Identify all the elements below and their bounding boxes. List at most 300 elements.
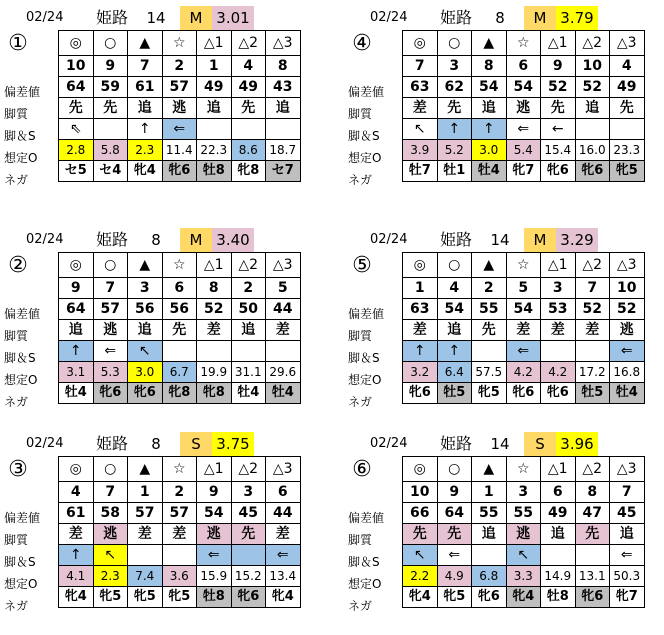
row-label: 脚質 [348, 329, 373, 343]
deviation-cell: 52 [575, 77, 610, 98]
sex-age-cell: セ5 [59, 161, 94, 182]
horse-number-cell: 9 [541, 56, 576, 77]
horse-number-cell: 6 [266, 482, 301, 503]
pace-arrow-cell: ⇐ [93, 341, 128, 362]
table-row [59, 383, 301, 404]
odds-cell: 17.2 [575, 362, 610, 383]
race-panel-2 [346, 6, 656, 206]
sex-age-cell: 牝4 [266, 587, 301, 608]
sex-age-cell: 牝6 [472, 587, 507, 608]
mark-cell: ☆ [506, 457, 541, 482]
mark-cell: ○ [93, 31, 128, 56]
odds-cell: 3.0 [472, 140, 507, 161]
pace-arrow-cell: ↑ [437, 119, 472, 140]
sex-age-cell: 牝5 [437, 587, 472, 608]
odds-cell: 6.4 [437, 362, 472, 383]
sex-age-cell: 牡8 [541, 587, 576, 608]
running-style-cell: 差 [506, 320, 541, 341]
running-style-cell: 追 [231, 320, 266, 341]
mark-cell: ☆ [162, 253, 197, 278]
pace-arrow-cell: ↑ [59, 341, 94, 362]
mark-cell: ☆ [162, 457, 197, 482]
table-row [59, 482, 301, 503]
row-label: 脚＆S [4, 351, 36, 365]
race-number: ① [8, 31, 28, 56]
table-row [59, 299, 301, 320]
odds-cell: 23.3 [610, 140, 645, 161]
horse-number-cell: 7 [575, 278, 610, 299]
table-row [59, 161, 301, 182]
odds-cell: 16.8 [610, 362, 645, 383]
sex-age-cell: 牝4 [128, 161, 163, 182]
running-style-cell: 先 [231, 524, 266, 545]
deviation-cell: 57 [162, 77, 197, 98]
deviation-cell: 62 [437, 77, 472, 98]
table-row [403, 299, 645, 320]
table-row [59, 545, 301, 566]
race-date: 02/24 [370, 436, 408, 451]
deviation-cell: 52 [575, 299, 610, 320]
mark-cell: △2 [575, 253, 610, 278]
mark-cell: ○ [93, 253, 128, 278]
row-label: ネガ [348, 173, 373, 187]
race-header [2, 228, 312, 252]
deviation-cell: 44 [266, 503, 301, 524]
horse-number-cell: 4 [59, 482, 94, 503]
odds-cell: 19.9 [197, 362, 232, 383]
deviation-cell: 49 [197, 77, 232, 98]
mark-cell: ☆ [506, 31, 541, 56]
pace-arrow-cell [93, 119, 128, 140]
sex-age-cell: 牝6 [506, 383, 541, 404]
deviation-cell: 64 [437, 503, 472, 524]
horse-number-cell: 8 [197, 278, 232, 299]
prediction-table [58, 30, 301, 182]
pace-arrow-cell [472, 545, 507, 566]
row-label: 脚＆S [348, 129, 380, 143]
running-style-cell: 先 [231, 98, 266, 119]
row-label: 偏差値 [348, 511, 385, 525]
mark-cell: ◎ [403, 457, 438, 482]
row-label: ネガ [348, 599, 373, 613]
deviation-cell: 61 [59, 503, 94, 524]
pace-arrow-cell [575, 341, 610, 362]
table-row [59, 140, 301, 161]
running-style-cell: 追 [472, 98, 507, 119]
odds-cell: 3.2 [403, 362, 438, 383]
sex-age-cell: 牝5 [93, 587, 128, 608]
race-date: 02/24 [26, 436, 64, 451]
odds-cell: 8.6 [231, 140, 266, 161]
sex-age-cell: 牝6 [93, 383, 128, 404]
row-label: 脚＆S [4, 129, 36, 143]
prediction-table [58, 252, 301, 404]
pace-arrow-cell: ↑ [472, 119, 507, 140]
odds-cell: 2.3 [128, 140, 163, 161]
odds-cell: 2.2 [403, 566, 438, 587]
mark-cell: ▲ [128, 31, 163, 56]
table-row [403, 253, 645, 278]
odds-cell: 18.7 [266, 140, 301, 161]
sex-age-cell: 牡1 [437, 161, 472, 182]
table-row [403, 587, 645, 608]
horse-number-cell: 1 [197, 56, 232, 77]
mark-cell: ▲ [128, 457, 163, 482]
horse-number-cell: 3 [231, 482, 266, 503]
deviation-cell: 55 [472, 299, 507, 320]
mark-cell: △2 [575, 31, 610, 56]
race-score: 3.79 [556, 6, 598, 30]
mark-cell: ○ [93, 457, 128, 482]
odds-cell: 3.9 [403, 140, 438, 161]
sex-age-cell: 牡5 [437, 383, 472, 404]
mark-cell: △3 [610, 457, 645, 482]
odds-cell: 57.5 [472, 362, 507, 383]
race-grade: S [180, 432, 212, 456]
pace-arrow-cell: ↖ [403, 119, 438, 140]
runner-count: 14 [490, 435, 510, 453]
running-style-cell: 逃 [506, 524, 541, 545]
odds-cell: 5.4 [506, 140, 541, 161]
running-style-cell: 逃 [93, 320, 128, 341]
running-style-cell: 追 [437, 320, 472, 341]
running-style-cell: 差 [162, 524, 197, 545]
sex-age-cell: 牝7 [506, 161, 541, 182]
odds-cell: 11.4 [162, 140, 197, 161]
row-label: 偏差値 [4, 307, 41, 321]
mark-cell: ▲ [472, 253, 507, 278]
horse-number-cell: 1 [403, 278, 438, 299]
running-style-cell: 先 [162, 320, 197, 341]
running-style-cell: 逃 [93, 524, 128, 545]
odds-cell: 4.2 [506, 362, 541, 383]
table-row [59, 341, 301, 362]
row-label: 脚質 [4, 107, 29, 121]
horse-number-cell: 4 [437, 278, 472, 299]
sex-age-cell: 牝5 [162, 587, 197, 608]
odds-cell: 3.1 [59, 362, 94, 383]
prediction-table [402, 30, 645, 182]
race-header [346, 432, 656, 456]
running-style-cell: 逃 [506, 98, 541, 119]
horse-number-cell: 3 [437, 56, 472, 77]
pace-arrow-cell [197, 341, 232, 362]
odds-cell: 14.9 [541, 566, 576, 587]
horse-number-cell: 7 [93, 482, 128, 503]
race-header [346, 6, 656, 30]
mark-cell: △2 [231, 31, 266, 56]
sex-age-cell: 牝6 [541, 383, 576, 404]
deviation-cell: 55 [472, 503, 507, 524]
deviation-cell: 52 [197, 299, 232, 320]
odds-cell: 2.3 [93, 566, 128, 587]
table-row [403, 566, 645, 587]
running-style-cell: 差 [59, 524, 94, 545]
deviation-cell: 56 [128, 299, 163, 320]
row-label: 偏差値 [4, 511, 41, 525]
running-style-cell: 追 [266, 98, 301, 119]
table-row [59, 457, 301, 482]
table-row [59, 278, 301, 299]
deviation-cell: 54 [472, 77, 507, 98]
horse-number-cell: 5 [266, 278, 301, 299]
race-number: ③ [8, 457, 28, 482]
pace-arrow-cell: ↑ [403, 341, 438, 362]
race-panel-5 [2, 432, 312, 632]
horse-number-cell: 6 [506, 56, 541, 77]
horse-number-cell: 2 [162, 56, 197, 77]
running-style-cell: 差 [128, 524, 163, 545]
horse-number-cell: 4 [231, 56, 266, 77]
horse-number-cell: 8 [472, 56, 507, 77]
deviation-cell: 52 [610, 299, 645, 320]
running-style-cell: 追 [128, 98, 163, 119]
sex-age-cell: セ7 [266, 161, 301, 182]
deviation-cell: 61 [128, 77, 163, 98]
running-style-cell: 追 [575, 98, 610, 119]
table-row [59, 362, 301, 383]
pace-arrow-cell: ↖ [128, 341, 163, 362]
running-style-cell: 追 [59, 320, 94, 341]
sex-age-cell: 牝6 [575, 161, 610, 182]
horse-number-cell: 1 [472, 482, 507, 503]
course-name: 姫路 [95, 434, 128, 453]
pace-arrow-cell [162, 341, 197, 362]
odds-cell: 3.0 [128, 362, 163, 383]
race-score: 3.29 [556, 228, 598, 252]
table-row [59, 566, 301, 587]
table-row [59, 98, 301, 119]
table-row [59, 524, 301, 545]
running-style-cell: 逃 [162, 98, 197, 119]
pace-arrow-cell [231, 119, 266, 140]
mark-cell: △3 [266, 253, 301, 278]
race-grade: M [524, 6, 556, 30]
sex-age-cell: 牝7 [610, 587, 645, 608]
sex-age-cell: 牝6 [403, 383, 438, 404]
horse-number-cell: 3 [506, 482, 541, 503]
running-style-cell: 先 [541, 98, 576, 119]
race-number: ⑤ [352, 253, 372, 278]
odds-cell: 3.3 [506, 566, 541, 587]
table-row [59, 587, 301, 608]
table-row [403, 341, 645, 362]
horse-number-cell: 9 [197, 482, 232, 503]
sex-age-cell: 牝6 [162, 161, 197, 182]
deviation-cell: 49 [231, 77, 266, 98]
race-panel-1 [2, 6, 312, 206]
course-name: 姫路 [95, 8, 128, 27]
race-score: 3.96 [556, 432, 598, 456]
deviation-cell: 50 [231, 299, 266, 320]
table-row [403, 140, 645, 161]
pace-arrow-cell: ⇐ [610, 545, 645, 566]
deviation-cell: 52 [541, 77, 576, 98]
row-label: 偏差値 [348, 85, 385, 99]
mark-cell: △1 [541, 457, 576, 482]
row-label: 脚質 [4, 533, 29, 547]
table-row [59, 503, 301, 524]
runner-count: 14 [146, 9, 166, 27]
course-name: 姫路 [439, 8, 472, 27]
running-style-cell: 先 [93, 98, 128, 119]
mark-cell: △1 [541, 253, 576, 278]
row-label: 脚質 [4, 329, 29, 343]
odds-cell: 5.8 [93, 140, 128, 161]
race-date: 02/24 [370, 232, 408, 247]
mark-cell: ▲ [472, 457, 507, 482]
runner-count: 8 [151, 435, 161, 453]
sex-age-cell: 牝8 [197, 383, 232, 404]
race-date: 02/24 [26, 10, 64, 25]
running-style-cell: 差 [266, 524, 301, 545]
row-label: ネガ [348, 395, 373, 409]
odds-cell: 13.4 [266, 566, 301, 587]
pace-arrow-cell: ↑ [128, 119, 163, 140]
deviation-cell: 56 [162, 299, 197, 320]
table-row [403, 31, 645, 56]
deviation-cell: 59 [93, 77, 128, 98]
deviation-cell: 47 [575, 503, 610, 524]
pace-arrow-cell [575, 119, 610, 140]
horse-number-cell: 1 [128, 482, 163, 503]
table-row [59, 77, 301, 98]
mark-cell: △1 [197, 31, 232, 56]
pace-arrow-cell [128, 545, 163, 566]
row-label: ネガ [4, 395, 29, 409]
deviation-cell: 49 [541, 503, 576, 524]
odds-cell: 5.3 [93, 362, 128, 383]
pace-arrow-cell [610, 119, 645, 140]
mark-cell: △3 [610, 253, 645, 278]
race-grade: M [180, 228, 212, 252]
pace-arrow-cell [541, 341, 576, 362]
horse-number-cell: 3 [541, 278, 576, 299]
deviation-cell: 54 [197, 503, 232, 524]
running-style-cell: 先 [437, 98, 472, 119]
horse-number-cell: 8 [575, 482, 610, 503]
mark-cell: △2 [231, 253, 266, 278]
mark-cell: ◎ [403, 31, 438, 56]
table-row [59, 56, 301, 77]
sex-age-cell: 牝4 [506, 587, 541, 608]
pace-arrow-cell [266, 119, 301, 140]
sex-age-cell: 牝6 [231, 587, 266, 608]
mark-cell: ☆ [506, 253, 541, 278]
horse-number-cell: 6 [541, 482, 576, 503]
horse-number-cell: 9 [437, 482, 472, 503]
sex-age-cell: 牝8 [162, 383, 197, 404]
sex-age-cell: 牡7 [403, 161, 438, 182]
table-row [59, 320, 301, 341]
sex-age-cell: 牝5 [610, 161, 645, 182]
odds-cell: 15.9 [197, 566, 232, 587]
course-name: 姫路 [95, 230, 128, 249]
odds-cell: 15.2 [231, 566, 266, 587]
deviation-cell: 64 [59, 77, 94, 98]
sex-age-cell: 牡4 [472, 161, 507, 182]
race-score: 3.40 [212, 228, 254, 252]
running-style-cell: 追 [472, 524, 507, 545]
odds-cell: 16.0 [575, 140, 610, 161]
pace-arrow-cell: ⇖ [59, 119, 94, 140]
horse-number-cell: 9 [93, 56, 128, 77]
race-header [346, 228, 656, 252]
odds-cell: 5.2 [437, 140, 472, 161]
odds-cell: 6.8 [472, 566, 507, 587]
mark-cell: ○ [437, 457, 472, 482]
course-name: 姫路 [439, 434, 472, 453]
mark-cell: ◎ [59, 457, 94, 482]
pace-arrow-cell [472, 341, 507, 362]
pace-arrow-cell [231, 341, 266, 362]
race-panel-4 [346, 228, 656, 428]
odds-cell: 15.4 [541, 140, 576, 161]
pace-arrow-cell [197, 119, 232, 140]
running-style-cell: 先 [472, 320, 507, 341]
pace-arrow-cell [541, 545, 576, 566]
row-label: 想定O [348, 577, 382, 591]
deviation-cell: 55 [506, 503, 541, 524]
mark-cell: ○ [437, 31, 472, 56]
sex-age-cell: 牝5 [472, 383, 507, 404]
odds-cell: 4.1 [59, 566, 94, 587]
row-label: 脚＆S [348, 351, 380, 365]
horse-number-cell: 10 [575, 56, 610, 77]
sex-age-cell: 牝6 [128, 383, 163, 404]
row-label: 脚＆S [348, 555, 380, 569]
odds-cell: 4.2 [541, 362, 576, 383]
horse-number-cell: 7 [610, 482, 645, 503]
horse-number-cell: 7 [93, 278, 128, 299]
horse-number-cell: 2 [231, 278, 266, 299]
deviation-cell: 57 [128, 503, 163, 524]
row-label: 脚質 [348, 107, 373, 121]
pace-arrow-cell: ⇐ [506, 119, 541, 140]
row-label: ネガ [4, 173, 29, 187]
pace-arrow-cell: ⇐ [197, 545, 232, 566]
mark-cell: ◎ [59, 31, 94, 56]
mark-cell: △1 [197, 253, 232, 278]
race-number: ⑥ [352, 457, 372, 482]
row-label: 想定O [4, 373, 38, 387]
mark-cell: △3 [266, 457, 301, 482]
mark-cell: △1 [541, 31, 576, 56]
table-row [403, 161, 645, 182]
running-style-cell: 逃 [610, 320, 645, 341]
table-row [403, 362, 645, 383]
horse-number-cell: 10 [610, 278, 645, 299]
row-label: 偏差値 [348, 307, 385, 321]
sex-age-cell: 牡4 [231, 383, 266, 404]
pace-arrow-cell: ↑ [437, 341, 472, 362]
deviation-cell: 53 [541, 299, 576, 320]
running-style-cell: 追 [197, 98, 232, 119]
sex-age-cell: 牡4 [610, 383, 645, 404]
mark-cell: △2 [231, 457, 266, 482]
odds-cell: 31.1 [231, 362, 266, 383]
race-header [2, 432, 312, 456]
pace-arrow-cell: ← [541, 119, 576, 140]
course-name: 姫路 [439, 230, 472, 249]
mark-cell: ◎ [403, 253, 438, 278]
odds-cell: 3.6 [162, 566, 197, 587]
table-row [403, 383, 645, 404]
deviation-cell: 58 [93, 503, 128, 524]
pace-arrow-cell [575, 545, 610, 566]
sex-age-cell: 牝5 [128, 587, 163, 608]
table-row [59, 253, 301, 278]
